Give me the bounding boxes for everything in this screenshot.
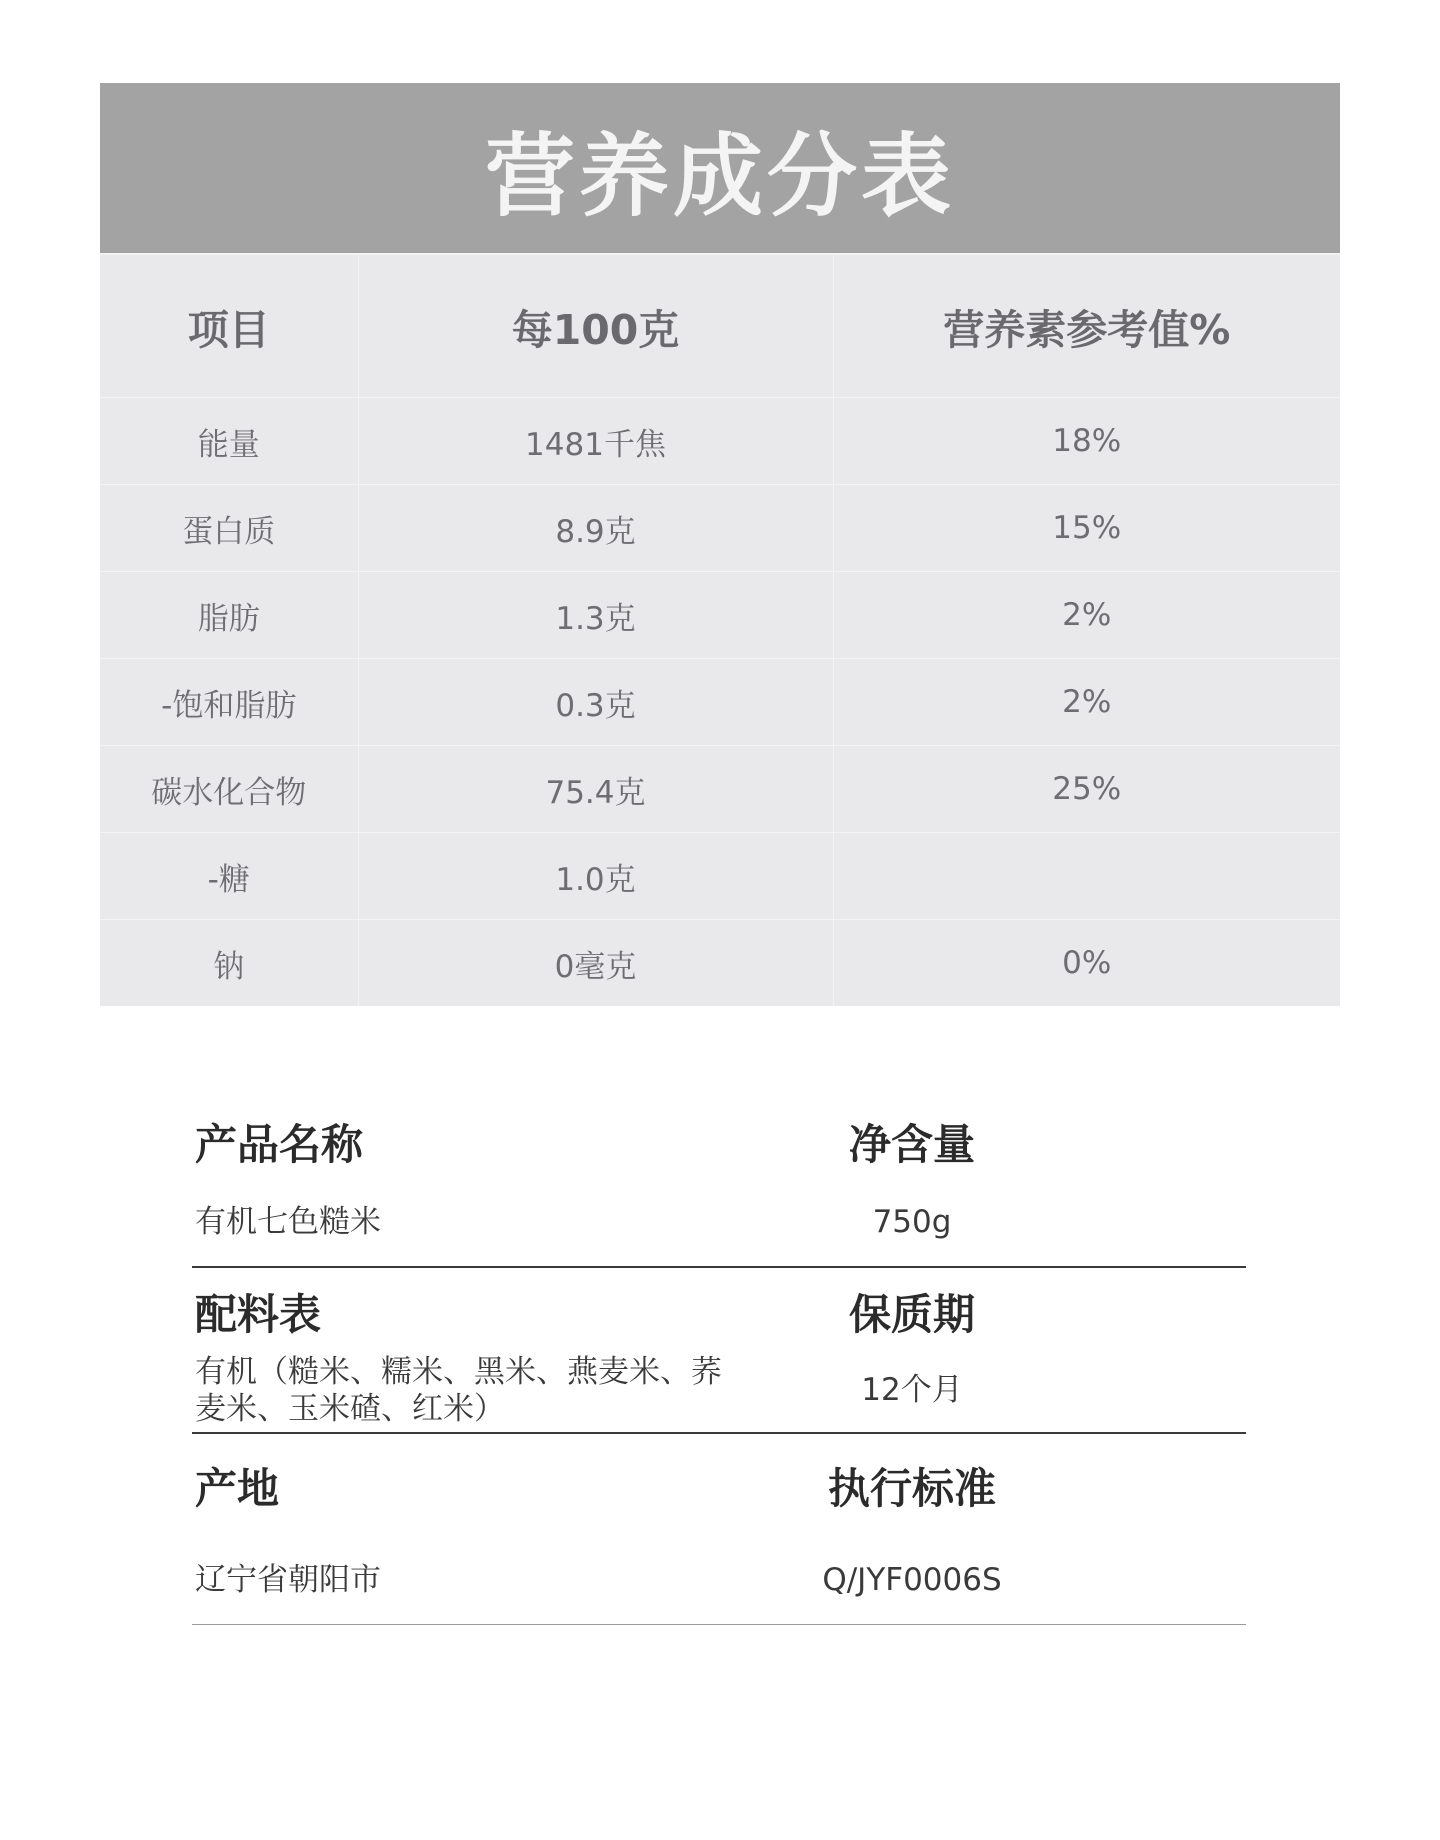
row-amount: 8.9克 [358,485,833,572]
info-block-ingredients [192,1268,1246,1434]
table-row [100,659,1340,746]
net-content-label: 净含量 [848,1120,975,1169]
product-name-label: 产品名称 [195,1120,364,1169]
ingredients-value [195,1354,722,1428]
row-item: 能量 [100,398,358,485]
row-amount: 0毫克 [358,920,833,1007]
header-item: 项目 [100,254,358,398]
row-nrv [833,833,1340,920]
origin-value: 辽宁省朝阳市 [195,1562,381,1598]
row-amount: 75.4克 [358,746,833,833]
nutrition-grid [100,253,1340,1006]
row-item: -糖 [100,833,358,920]
header-nrv: 营养素参考值% [833,254,1340,398]
row-nrv: 2% [833,572,1340,659]
row-nrv: 15% [833,485,1340,572]
product-info [192,1090,1246,1625]
nutrition-title: 营养成分表 [100,83,1340,253]
nutrition-facts-table [100,83,1340,1006]
row-item: 钠 [100,920,358,1007]
table-header-row [100,254,1340,398]
row-item: 蛋白质 [100,485,358,572]
shelf-life-value: 12个月 [861,1372,963,1408]
net-content-value: 750g [872,1204,952,1240]
row-nrv: 25% [833,746,1340,833]
ingredients-line-1: 有机（糙米、糯米、黑米、燕麦米、荞 [195,1354,722,1390]
row-amount: 0.3克 [358,659,833,746]
table-row [100,746,1340,833]
product-name-value: 有机七色糙米 [195,1204,381,1240]
row-item: 脂肪 [100,572,358,659]
origin-label: 产地 [195,1464,280,1513]
table-row [100,572,1340,659]
standard-value: Q/JYF0006S [822,1562,1002,1598]
table-row [100,920,1340,1007]
shelf-life-label: 保质期 [848,1290,975,1339]
row-item: -饱和脂肪 [100,659,358,746]
table-row [100,485,1340,572]
info-block-name [192,1090,1246,1268]
ingredients-line-2: 麦米、玉米碴、红米） [195,1391,505,1427]
ingredients-label: 配料表 [195,1290,322,1339]
row-amount: 1.0克 [358,833,833,920]
standard-label: 执行标准 [827,1464,996,1513]
row-nrv: 0% [833,920,1340,1007]
row-nrv: 2% [833,659,1340,746]
info-block-origin [192,1434,1246,1625]
row-nrv: 18% [833,398,1340,485]
header-per-100g: 每100克 [358,254,833,398]
row-amount: 1.3克 [358,572,833,659]
table-row [100,398,1340,485]
row-item: 碳水化合物 [100,746,358,833]
row-amount: 1481千焦 [358,398,833,485]
table-row [100,833,1340,920]
